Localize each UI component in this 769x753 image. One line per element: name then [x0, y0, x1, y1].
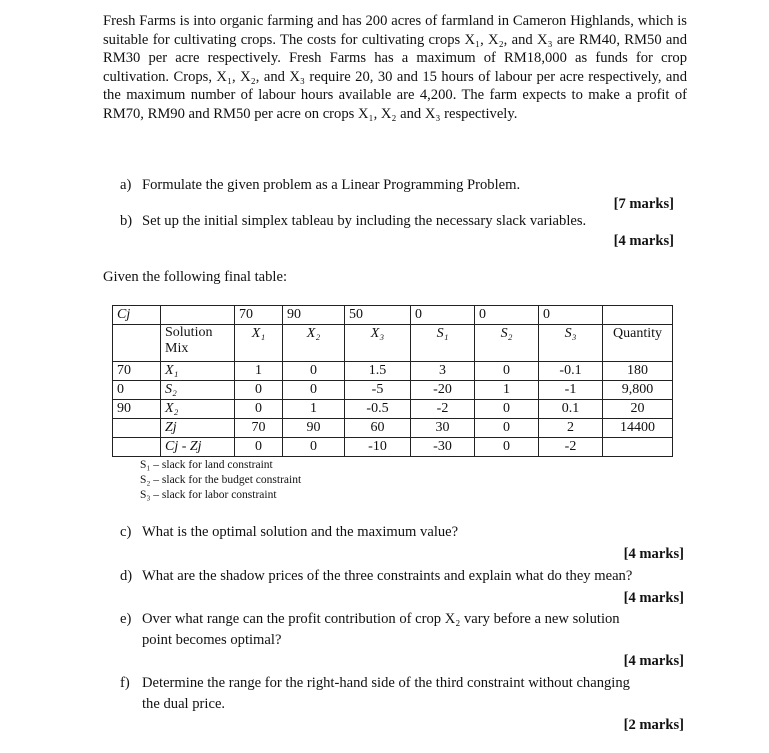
table-cell: 0 [283, 362, 345, 381]
table-cell: 3 [411, 362, 475, 381]
column-header: S₃ [539, 325, 603, 362]
problem-statement: Fresh Farms is into organic farming and has 200 acres of farmland in Cameron Highlands, which is suitable for cultivating crops. The costs for cultivating crops X₁, X₂, and X₃ are RM40, RM50 and RM30 per acre respectively. Fresh Farms has a maximum of RM18,000 as funds for crop cultivation. Crops, X₁, X₂, and X₃ require 20, 30 and 15 hours of labour per acre respectively, and the maximum number of labour hours available are 4,200. The farm expects to make a profit of RM70, RM90 and RM50 per acre on crops X₁, X₂ and X₃ respectively. [103, 13, 687, 122]
table-cell: 0.1 [539, 400, 603, 419]
question-e [120, 610, 700, 650]
question-f-text-line1: Determine the range for the right-hand side of the third constraint without changing [142, 675, 630, 691]
cj-value: 50 [345, 306, 411, 325]
header-blank [113, 325, 161, 362]
cj-value: 90 [283, 306, 345, 325]
table-cell: 1 [475, 381, 539, 400]
table-cell: 0 [235, 400, 283, 419]
zj-cell: 30 [411, 419, 475, 438]
question-d-label: d) [120, 568, 133, 584]
table-header-row [113, 325, 673, 362]
question-c-text: What is the optimal solution and the maximum value? [142, 524, 459, 540]
slack-notes [140, 458, 301, 504]
cj-blank [161, 306, 235, 325]
question-b-text: Set up the initial simplex tableau by including the necessary slack variables. [142, 213, 587, 229]
table-row-cj [113, 306, 673, 325]
given-table-label: Given the following final table: [103, 269, 287, 285]
table-cell: 0 [475, 362, 539, 381]
question-e-text-line1: Over what range can the profit contribution of crop X₂ vary before a new solution [142, 611, 620, 627]
zj-cell: 14400 [603, 419, 673, 438]
table-cell: -1 [539, 381, 603, 400]
table-cell: 9,800 [603, 381, 673, 400]
cjzj-blank [113, 438, 161, 457]
cjzj-cell: -10 [345, 438, 411, 457]
column-header: X₁ [235, 325, 283, 362]
question-f [120, 674, 700, 714]
table-cell: 1 [235, 362, 283, 381]
cjzj-label: Cj - Zj [161, 438, 235, 457]
zj-blank [113, 419, 161, 438]
question-e-text-line2: point becomes optimal? [142, 632, 282, 648]
cjzj-cell [603, 438, 673, 457]
column-header: S₂ [475, 325, 539, 362]
cjzj-cell: -2 [539, 438, 603, 457]
row-variable: X₂ [161, 400, 235, 419]
table-cell: -0.1 [539, 362, 603, 381]
cjzj-cell: -30 [411, 438, 475, 457]
table-row [113, 362, 673, 381]
cj-header: Cj [113, 306, 161, 325]
question-f-label: f) [120, 675, 130, 691]
question-d-marks: [4 marks] [623, 590, 684, 606]
question-a-text: Formulate the given problem as a Linear Programming Problem. [142, 177, 521, 193]
zj-cell: 60 [345, 419, 411, 438]
cj-value: 70 [235, 306, 283, 325]
final-simplex-table [112, 305, 673, 457]
zj-cell: 90 [283, 419, 345, 438]
question-f-text-line2: the dual price. [142, 696, 226, 712]
solution-mix-header: Solution Mix [161, 325, 235, 362]
table-cell: -5 [345, 381, 411, 400]
table-row [113, 381, 673, 400]
table-cell: 1 [283, 400, 345, 419]
note-line: S₂ – slack for the budget constraint [140, 474, 302, 487]
table-cell: 180 [603, 362, 673, 381]
zj-cell: 70 [235, 419, 283, 438]
table-row-cj-zj [113, 438, 673, 457]
question-d [120, 567, 700, 587]
question-c-marks: [4 marks] [623, 546, 684, 562]
table-row-zj [113, 419, 673, 438]
question-e-label: e) [120, 611, 132, 627]
question-b-label: b) [120, 213, 133, 229]
table-cell: -0.5 [345, 400, 411, 419]
question-e-marks: [4 marks] [623, 653, 684, 669]
cjzj-cell: 0 [283, 438, 345, 457]
table-cell: -2 [411, 400, 475, 419]
zj-label: Zj [161, 419, 235, 438]
row-variable: X₁ [161, 362, 235, 381]
column-header: Quantity [603, 325, 673, 362]
zj-cell: 2 [539, 419, 603, 438]
column-header: X₂ [283, 325, 345, 362]
table-cell: 0 [283, 381, 345, 400]
question-d-text: What are the shadow prices of the three constraints and explain what do they mean? [142, 568, 633, 584]
table-cell: 0 [475, 400, 539, 419]
cjzj-cell: 0 [235, 438, 283, 457]
question-f-marks: [2 marks] [623, 717, 684, 733]
question-b [120, 212, 690, 232]
table-cell: -20 [411, 381, 475, 400]
row-cj: 90 [113, 400, 161, 419]
table-cell: 20 [603, 400, 673, 419]
column-header: X₃ [345, 325, 411, 362]
row-cj: 70 [113, 362, 161, 381]
column-header: S₁ [411, 325, 475, 362]
table-cell: 0 [235, 381, 283, 400]
question-c-label: c) [120, 524, 132, 540]
cj-blank [603, 306, 673, 325]
question-a-label: a) [120, 177, 132, 193]
row-variable: S₂ [161, 381, 235, 400]
cj-value: 0 [411, 306, 475, 325]
cj-value: 0 [475, 306, 539, 325]
cj-value: 0 [539, 306, 603, 325]
question-a-marks: [7 marks] [613, 196, 674, 212]
question-b-marks: [4 marks] [613, 233, 674, 249]
table-cell: 1.5 [345, 362, 411, 381]
question-a [120, 176, 690, 196]
table-row [113, 400, 673, 419]
note-line: S₁ – slack for land constraint [140, 459, 273, 471]
zj-cell: 0 [475, 419, 539, 438]
cjzj-cell: 0 [475, 438, 539, 457]
row-cj: 0 [113, 381, 161, 400]
question-c [120, 523, 690, 543]
note-line: S₃ – slack for labor constraint [140, 489, 277, 502]
